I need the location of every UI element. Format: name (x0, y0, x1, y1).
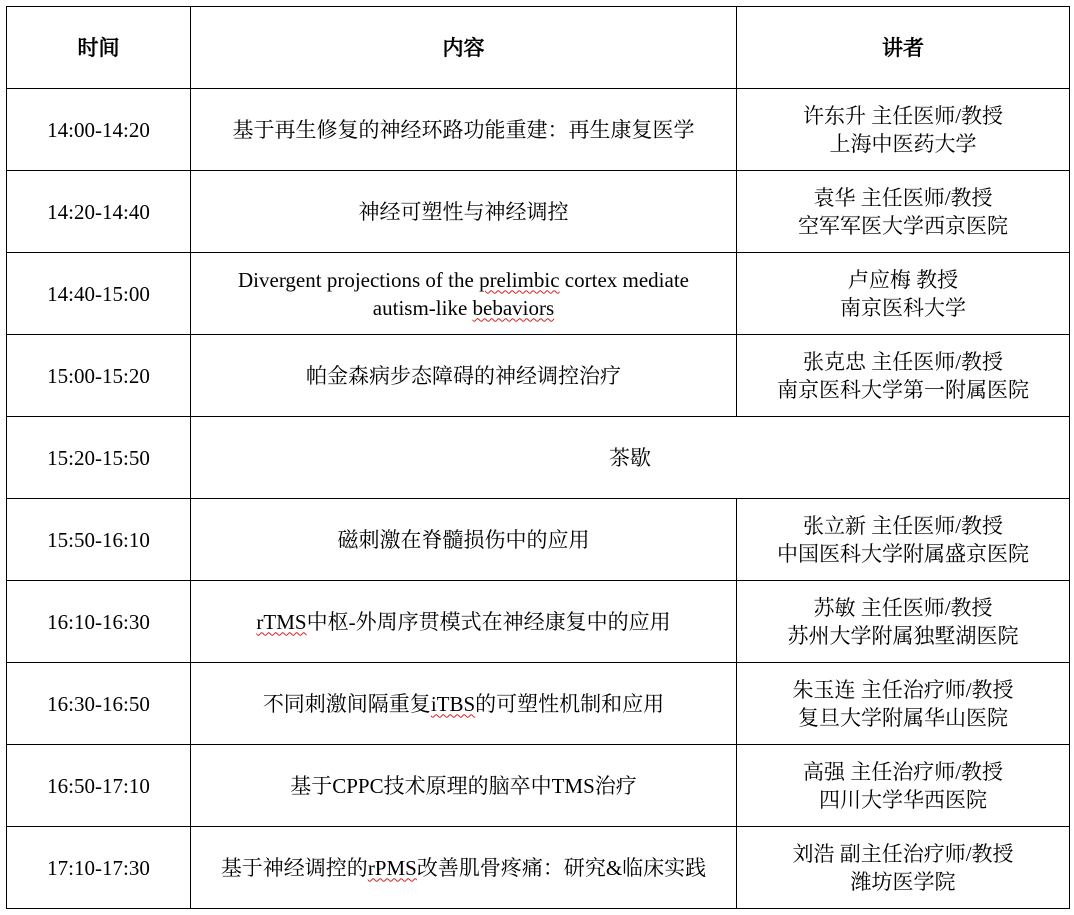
speaker-affiliation: 复旦大学附属华山医院 (798, 705, 1008, 730)
topic-text: 基于神经调控的 (220, 855, 368, 880)
topic-text: 的可塑性机制和应用 (475, 691, 665, 716)
topic-line (197, 854, 730, 882)
topic-text: 基于CPPC技术原理的脑卒中TMS治疗 (290, 773, 637, 798)
speaker-cell (737, 89, 1070, 171)
topic-line (197, 772, 730, 800)
speaker-name-title: 张立新 主任医师/教授 (802, 513, 1004, 538)
topic-cell (191, 581, 737, 663)
time-cell: 15:50-16:10 (7, 499, 191, 581)
topic-text: 帕金森病步态障碍的神经调控治疗 (306, 363, 621, 388)
speaker-cell (737, 745, 1070, 827)
header-row (7, 7, 1070, 89)
table-row (7, 417, 1070, 499)
speaker-name-title: 苏敏 主任医师/教授 (813, 595, 993, 620)
table-row (7, 499, 1070, 581)
topic-text: 不同刺激间隔重复 (262, 691, 431, 716)
topic-cell (191, 171, 737, 253)
speaker-name-title: 许东升 主任医师/教授 (802, 103, 1004, 128)
topic-text: 改善肌骨疼痛：研究&临床实践 (416, 855, 707, 880)
topic-cell (191, 89, 737, 171)
topic-line (197, 608, 730, 636)
break-cell: 茶歇 (191, 417, 1070, 499)
time-cell: 16:30-16:50 (7, 663, 191, 745)
time-cell: 14:00-14:20 (7, 89, 191, 171)
table-row (7, 827, 1070, 909)
table-row (7, 171, 1070, 253)
topic-line (197, 266, 730, 294)
header-speaker: 讲者 (737, 7, 1070, 89)
header-topic: 内容 (191, 7, 737, 89)
speaker-affiliation: 上海中医药大学 (829, 131, 977, 156)
table-row (7, 663, 1070, 745)
topic-text: 基于再生修复的神经环路功能重建：再生康复医学 (232, 117, 695, 142)
time-cell: 14:40-15:00 (7, 253, 191, 335)
speaker-affiliation: 空军军医大学西京医院 (798, 213, 1008, 238)
topic-cell (191, 745, 737, 827)
time-cell: 14:20-14:40 (7, 171, 191, 253)
topic-cell (191, 663, 737, 745)
speaker-cell (737, 499, 1070, 581)
speaker-affiliation: 南京医科大学 (840, 295, 966, 320)
topic-text: 中枢-外周序贯模式在神经康复中的应用 (306, 609, 671, 634)
topic-text: cortex mediate (559, 267, 689, 292)
speaker-name-title: 刘浩 副主任治疗师/教授 (792, 841, 1014, 866)
topic-text: autism-like (372, 295, 473, 320)
time-cell: 15:00-15:20 (7, 335, 191, 417)
speaker-cell (737, 253, 1070, 335)
speaker-cell (737, 827, 1070, 909)
speaker-name-title: 高强 主任治疗师/教授 (802, 759, 1004, 784)
topic-line (197, 116, 730, 144)
speaker-affiliation: 苏州大学附属独墅湖医院 (787, 623, 1019, 648)
topic-cell (191, 499, 737, 581)
topic-cell (191, 335, 737, 417)
topic-line (197, 526, 730, 554)
table-row (7, 335, 1070, 417)
speaker-cell (737, 171, 1070, 253)
table-row (7, 253, 1070, 335)
topic-text: Divergent projections of the (238, 267, 480, 292)
topic-text: prelimbic (479, 267, 560, 292)
topic-text: 神经可塑性与神经调控 (358, 199, 569, 224)
topic-text: bebaviors (472, 295, 555, 320)
topic-line (197, 198, 730, 226)
topic-line (197, 690, 730, 718)
time-cell: 16:50-17:10 (7, 745, 191, 827)
header-time: 时间 (7, 7, 191, 89)
speaker-name-title: 袁华 主任医师/教授 (813, 185, 993, 210)
speaker-name-title: 张克忠 主任医师/教授 (802, 349, 1004, 374)
speaker-affiliation: 中国医科大学附属盛京医院 (777, 541, 1029, 566)
speaker-cell (737, 663, 1070, 745)
schedule-body (7, 89, 1070, 909)
speaker-name-title: 卢应梅 教授 (847, 267, 959, 292)
speaker-affiliation: 潍坊医学院 (850, 869, 956, 894)
topic-cell (191, 253, 737, 335)
topic-text: rPMS (367, 855, 417, 880)
speaker-cell (737, 335, 1070, 417)
time-cell: 15:20-15:50 (7, 417, 191, 499)
speaker-affiliation: 南京医科大学第一附属医院 (777, 377, 1029, 402)
topic-line (197, 294, 730, 322)
speaker-affiliation: 四川大学华西医院 (819, 787, 987, 812)
topic-text: rTMS (256, 609, 307, 634)
topic-line (197, 362, 730, 390)
topic-text: 磁刺激在脊髓损伤中的应用 (337, 527, 590, 552)
table-row (7, 89, 1070, 171)
table-row (7, 745, 1070, 827)
table-row (7, 581, 1070, 663)
time-cell: 16:10-16:30 (7, 581, 191, 663)
speaker-name-title: 朱玉连 主任治疗师/教授 (792, 677, 1014, 702)
speaker-cell (737, 581, 1070, 663)
topic-cell (191, 827, 737, 909)
time-cell: 17:10-17:30 (7, 827, 191, 909)
schedule-table (6, 6, 1070, 909)
topic-text: iTBS (430, 691, 476, 716)
